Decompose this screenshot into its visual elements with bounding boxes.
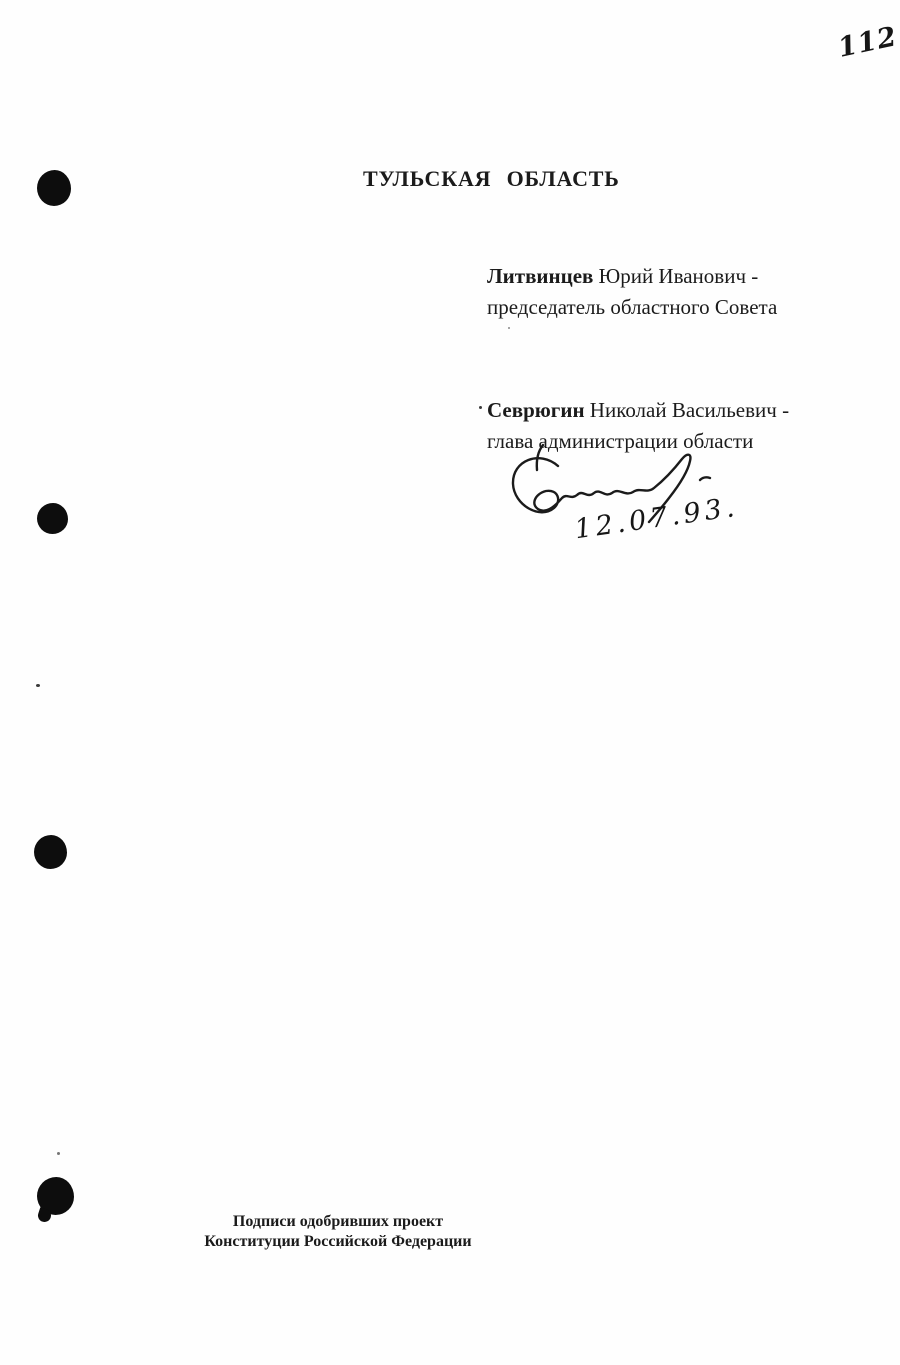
hole-punch-mark: [37, 503, 68, 534]
signatory-position: глава администрации области: [487, 429, 754, 453]
signatory-position: председатель областного Совета: [487, 295, 778, 319]
signatory-block-chairman: [487, 261, 777, 323]
signatory-given-names: Юрий Иванович -: [593, 264, 759, 288]
hole-punch-mark: [34, 835, 67, 869]
footer-line-2: Конституции Российской Федерации: [204, 1233, 472, 1250]
signatory-name-line: [487, 261, 777, 292]
page-title: ТУЛЬСКАЯ ОБЛАСТЬ: [363, 166, 620, 191]
scan-speck: [479, 406, 482, 409]
footer-caption: [138, 1212, 538, 1252]
signatory-given-names: Николай Васильевич -: [584, 398, 790, 422]
signatory-name-line: [487, 395, 789, 426]
signatory-surname: Севрюгин: [487, 398, 585, 422]
handwritten-date: 12.07.93.: [572, 491, 741, 546]
scan-speck: [508, 327, 510, 329]
hole-punch-mark: [37, 170, 71, 206]
hole-punch-mark: [37, 1177, 74, 1215]
signatory-surname: Литвинцев: [487, 264, 594, 288]
scan-speck: [36, 684, 40, 687]
footer-line-1: Подписи одобривших проект: [232, 1213, 444, 1230]
handwritten-page-number: 112: [835, 21, 900, 64]
scan-speck: [57, 1152, 60, 1155]
